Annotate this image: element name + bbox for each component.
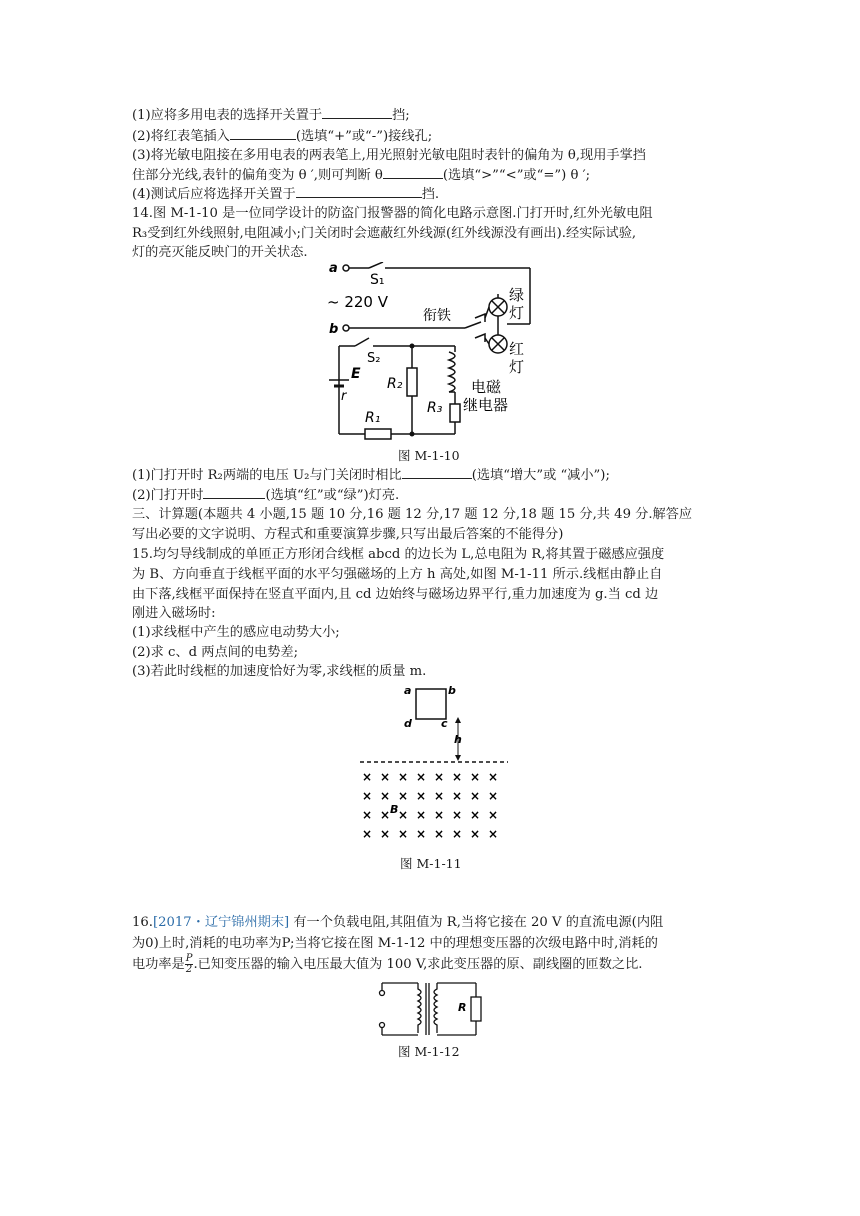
field-mark: × [362,827,373,841]
section3-line1: 三、计算题(本题共 4 小题,15 题 10 分,16 题 12 分,17 题 12 分,18 题 15 分,共 49 分.解答应 [132,507,693,522]
q14-subquestion1-end: (选填“增大”或 “减小”); [471,468,610,483]
field-mark: × [416,770,427,784]
q15-line3: 由下落,线框平面保持在竖直平面内,且 cd 边始终与磁场边界平行,重力加速度为 g.当 cd 边 [132,587,659,602]
field-mark: × [380,789,391,803]
field-mark: × [452,789,463,803]
field-mark: × [470,770,481,784]
q13-part4-end: 挡. [421,187,440,202]
answer-blank [322,105,392,119]
q13-part2 [132,126,742,147]
field-mark: × [488,770,499,784]
corner-a-label: a [404,684,412,697]
field-mark: × [362,770,373,784]
field-mark: × [362,789,373,803]
answer-blank [402,465,472,479]
field-mark: × [470,789,481,803]
q14-subquestion2 [132,485,742,506]
field-mark: × [398,827,409,841]
field-mark: × [362,808,373,822]
red-lamp-label-2: 灯 [509,358,525,376]
field-mark: × [434,789,445,803]
terminal-b-label: b [329,322,339,337]
field-mark: × [452,770,463,784]
field-mark: × [470,827,481,841]
answer-blank [383,165,443,179]
field-mark: × [398,789,409,803]
q14-subquestion2-end: (选填“红”或“绿”)灯亮. [265,488,400,503]
answer-blank [203,485,265,499]
answer-blank [230,126,296,140]
height-h-label: h [454,733,462,746]
q16-line3-text: 电功率是 [132,957,185,972]
q16-number: 16. [132,915,153,930]
answer-blank [296,184,422,198]
square-frame [416,689,446,719]
field-mark: × [488,808,499,822]
field-mark: × [452,827,463,841]
field-mark: × [380,808,391,822]
magnetic-field-marks [362,770,498,841]
q13-part1 [132,105,742,126]
q16-line3-rest: .已知变压器的输入电压最大值为 100 V,求此变压器的原、副线圈的匝数之比. [193,957,643,972]
q15-line1: 15.均匀导线制成的单匝正方形闭合线框 abcd 的边长为 L,总电阻为 R,将其置于磁感应强度 [132,547,665,562]
q13-part4 [132,184,742,205]
q14-subquestion1-text: (1)门打开时 R₂两端的电压 U₂与门关闭时相比 [132,468,402,483]
green-lamp-label: 绿 [509,286,525,304]
q15-subquestion3: (3)若此时线框的加速度恰好为零,求线框的质量 m. [132,664,427,679]
field-mark: × [470,808,481,822]
falling-frame-diagram [356,683,516,845]
resistor-r2-label: R₂ [387,376,403,392]
q16-line2: 为0)上时,消耗的电功率为P;当将它接在图 M-1-12 中的理想变压器的次级电路中时,消耗的 [132,936,658,951]
field-mark: × [380,770,391,784]
voltage-label: ~ 220 V [327,293,388,311]
corner-b-label: b [448,684,456,697]
fraction-numerator: P [185,953,193,964]
corner-c-label: c [441,717,448,730]
q13-part2-text: (2)将红表笔插入 [132,129,230,144]
fraction-denominator: 2 [185,964,193,975]
q16-source-tag: [2017・辽宁锦州期末] [152,915,290,930]
q14-line3: 灯的亮灭能反映门的开关状态. [132,245,308,260]
q13-part1-text: (1)应将多用电表的选择开关置于 [132,108,323,123]
figure-caption-m1-10: 图 M-1-10 [398,448,460,463]
relay-label: 电磁 [471,378,502,396]
field-mark: × [488,827,499,841]
figure-caption-m1-11: 图 M-1-11 [400,856,462,871]
field-mark: × [488,789,499,803]
q13-part4-text: (4)测试后应将选择开关置于 [132,187,296,202]
emf-label: E [351,366,361,382]
field-mark: × [416,808,427,822]
figure-caption-m1-12: 图 M-1-12 [398,1044,460,1059]
green-lamp-label-2: 灯 [509,304,525,322]
resistor-r1-label: R₁ [365,410,381,426]
q14-line2: R₃受到红外线照射,电阻减小;门关闭时会遮蔽红外线源(红外线源没有画出).经实际试验, [132,226,637,241]
field-mark: × [452,808,463,822]
internal-resistance-label: r [341,389,347,404]
field-mark: × [398,808,409,822]
switch-s2-label: S₂ [367,351,381,366]
q13-part2-end: (选填“+”或“-”)接线孔; [295,129,433,144]
terminal-a-label: a [329,262,338,276]
q13-part3-line1: (3)将光敏电阻接在多用电表的两表笔上,用光照射光敏电阻时表针的偏角为 θ,现用手掌挡 [132,148,646,163]
resistor-r3-label: R₃ [427,400,443,416]
q16-line1 [132,913,742,933]
q15-line4: 刚进入磁场时: [132,606,216,621]
field-B-label: B [390,803,399,816]
relay-label-2: 继电器 [463,396,509,414]
q15-line2: 为 B、方向垂直于线框平面的水平匀强磁场的上方 h 高处,如图 M-1-11 所示.线框由静止自 [132,567,663,582]
q14-line1: 14.图 M-1-10 是一位同学设计的防盗门报警器的简化电路示意图.门打开时,红外光敏电阻 [132,206,653,221]
armature-label: 衔铁 [423,308,451,324]
field-mark: × [380,827,391,841]
q14-subquestion1 [132,465,742,486]
q14-subquestion2-text: (2)门打开时 [132,488,204,503]
corner-d-label: d [404,717,412,730]
field-mark: × [398,770,409,784]
q13-part3-end: (选填“>”“<”或“=”) θ ′; [442,168,591,183]
q15-subquestion1: (1)求线框中产生的感应电动势大小; [132,625,340,640]
load-resistor-label: R [458,1001,467,1014]
field-mark: × [434,770,445,784]
field-mark: × [416,789,427,803]
q13-part1-end: 挡; [392,108,410,123]
q13-part3-text: 住部分光线,表针的偏角变为 θ ′,则可判断 θ [132,168,383,183]
alarm-circuit-diagram [325,262,535,442]
q13-part3-line2 [132,165,742,186]
transformer-diagram [374,979,484,1043]
section3-line2: 写出必要的文字说明、方程式和重要演算步骤,只写出最后答案的不能得分) [132,527,564,542]
field-mark: × [434,827,445,841]
field-mark: × [416,827,427,841]
q16-line3 [132,954,742,975]
q15-subquestion2: (2)求 c、d 两点间的电势差; [132,645,299,660]
red-lamp-label: 红 [509,340,525,358]
field-mark: × [434,808,445,822]
q16-line1-text: 有一个负载电阻,其阻值为 R,当将它接在 20 V 的直流电源(内阻 [289,915,664,930]
switch-s1-label: S₁ [370,272,385,288]
